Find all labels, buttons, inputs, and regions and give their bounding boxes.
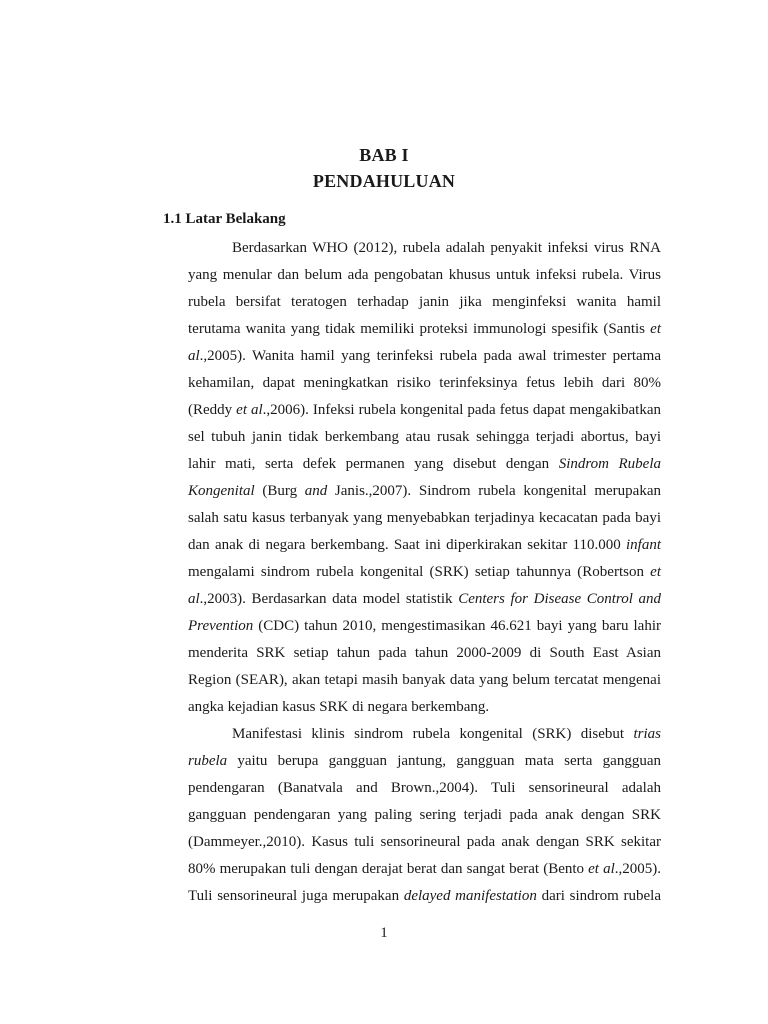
- text-span: .,2005). Wanita hamil yang terinfeksi rubela pada awal trimester pertama: [199, 348, 661, 364]
- text-span: Region (SEAR), akan tetapi masih banyak data yang belum tercatat mengenai: [188, 672, 661, 688]
- text-span: .,2006). Infeksi rubela kongenital pada fetus dapat mengakibatkan: [262, 402, 661, 418]
- text-line: [188, 616, 661, 636]
- italic-text: Kongenital: [188, 483, 255, 499]
- italic-text: infant: [625, 537, 661, 553]
- text-span: .,2005).: [614, 861, 661, 877]
- text-line: [188, 562, 661, 582]
- italic-text: Sindrom Rubela: [558, 456, 661, 472]
- page-number: 1: [380, 925, 388, 941]
- text-span: kehamilan, dapat meningkatkan risiko terinfeksinya fetus lebih dari 80%: [188, 375, 661, 391]
- italic-text: and: [304, 483, 328, 499]
- text-span: .,2003). Berdasarkan data model statistik: [199, 591, 459, 607]
- italic-text: et al: [236, 402, 263, 418]
- italic-text: rubela: [188, 753, 228, 769]
- italic-text: et al: [588, 861, 615, 877]
- text-line: [188, 400, 661, 420]
- text-line: [188, 454, 661, 474]
- text-line: [232, 238, 661, 258]
- text-span: gangguan pendengaran yang paling sering terjadi pada anak dengan SRK: [188, 807, 661, 823]
- text-line: [188, 643, 661, 663]
- text-line: [188, 751, 661, 771]
- text-line: [188, 805, 661, 825]
- text-line: [188, 346, 661, 366]
- text-span: salah satu kasus terbanyak yang menyebabkan terjadinya kecacatan pada bayi: [188, 510, 661, 526]
- text-span: 80% merupakan tuli dengan derajat berat dan sangat berat (Bento: [188, 861, 589, 877]
- chapter-title: PENDAHULUAN: [312, 171, 456, 191]
- text-line: [188, 319, 661, 339]
- text-line: [188, 886, 661, 906]
- text-span: (CDC) tahun 2010, mengestimasikan 46.621 bayi yang baru lahir: [253, 618, 661, 634]
- italic-text: Centers for Disease Control and: [458, 591, 661, 607]
- italic-text: al: [188, 348, 200, 364]
- italic-text: Prevention: [188, 618, 254, 634]
- italic-text: al: [188, 591, 200, 607]
- text-span: yaitu berupa gangguan jantung, gangguan mata serta gangguan: [227, 753, 661, 769]
- text-line: [188, 373, 661, 393]
- italic-text: et: [650, 564, 661, 580]
- text-span: Tuli sensorineural juga merupakan: [188, 888, 404, 904]
- text-line: [188, 778, 661, 798]
- text-span: angka kejadian kasus SRK di negara berkembang.: [188, 699, 490, 715]
- text-line: [188, 670, 661, 690]
- text-span: yang menular dan belum ada pengobatan khusus untuk infeksi rubela. Virus: [188, 267, 661, 283]
- text-line: [188, 535, 661, 555]
- text-span: dari sindrom rubela: [536, 888, 662, 904]
- text-span: sel tubuh janin tidak berkembang atau rusak sehingga terjadi abortus, bayi: [188, 429, 661, 445]
- text-span: terutama wanita yang tidak memiliki proteksi immunologi spesifik (Santis: [188, 321, 651, 337]
- chapter-number: BAB I: [359, 145, 409, 165]
- text-span: (Dammeyer.,2010). Kasus tuli sensorineural pada anak dengan SRK sekitar: [188, 834, 661, 850]
- text-span: dan anak di negara berkembang. Saat ini diperkirakan sekitar 110.000: [188, 537, 626, 553]
- text-span: mengalami sindrom rubela kongenital (SRK) setiap tahunnya (Robertson: [188, 564, 651, 580]
- text-line: [188, 589, 661, 609]
- text-line: [188, 508, 661, 528]
- text-line: [188, 481, 661, 501]
- text-span: menderita SRK setiap tahun pada tahun 2000-2009 di South East Asian: [188, 645, 661, 661]
- text-span: lahir mati, serta defek permanen yang disebut dengan: [188, 456, 559, 472]
- text-span: Berdasarkan WHO (2012), rubela adalah penyakit infeksi virus RNA: [232, 240, 661, 256]
- italic-text: delayed manifestation: [403, 888, 537, 904]
- text-line: [188, 859, 661, 879]
- text-line: [188, 697, 661, 717]
- section-heading: 1.1 Latar Belakang: [163, 211, 286, 227]
- text-span: rubela bersifat teratogen terhadap janin jika menginfeksi wanita hamil: [188, 294, 661, 310]
- italic-text: et: [650, 321, 661, 337]
- text-line: [188, 832, 661, 852]
- text-span: Manifestasi klinis sindrom rubela kongenital (SRK) disebut: [232, 726, 634, 742]
- text-span: pendengaran (Banatvala and Brown.,2004). Tuli sensorineural adalah: [188, 780, 661, 796]
- text-span: (Reddy: [188, 402, 237, 418]
- text-span: (Burg: [254, 483, 305, 499]
- italic-text: trias: [633, 726, 661, 742]
- text-line: [188, 265, 661, 285]
- text-line: [232, 724, 661, 744]
- text-line: [188, 292, 661, 312]
- text-span: Janis.,2007). Sindrom rubela kongenital merupakan: [327, 483, 661, 499]
- text-line: [188, 427, 661, 447]
